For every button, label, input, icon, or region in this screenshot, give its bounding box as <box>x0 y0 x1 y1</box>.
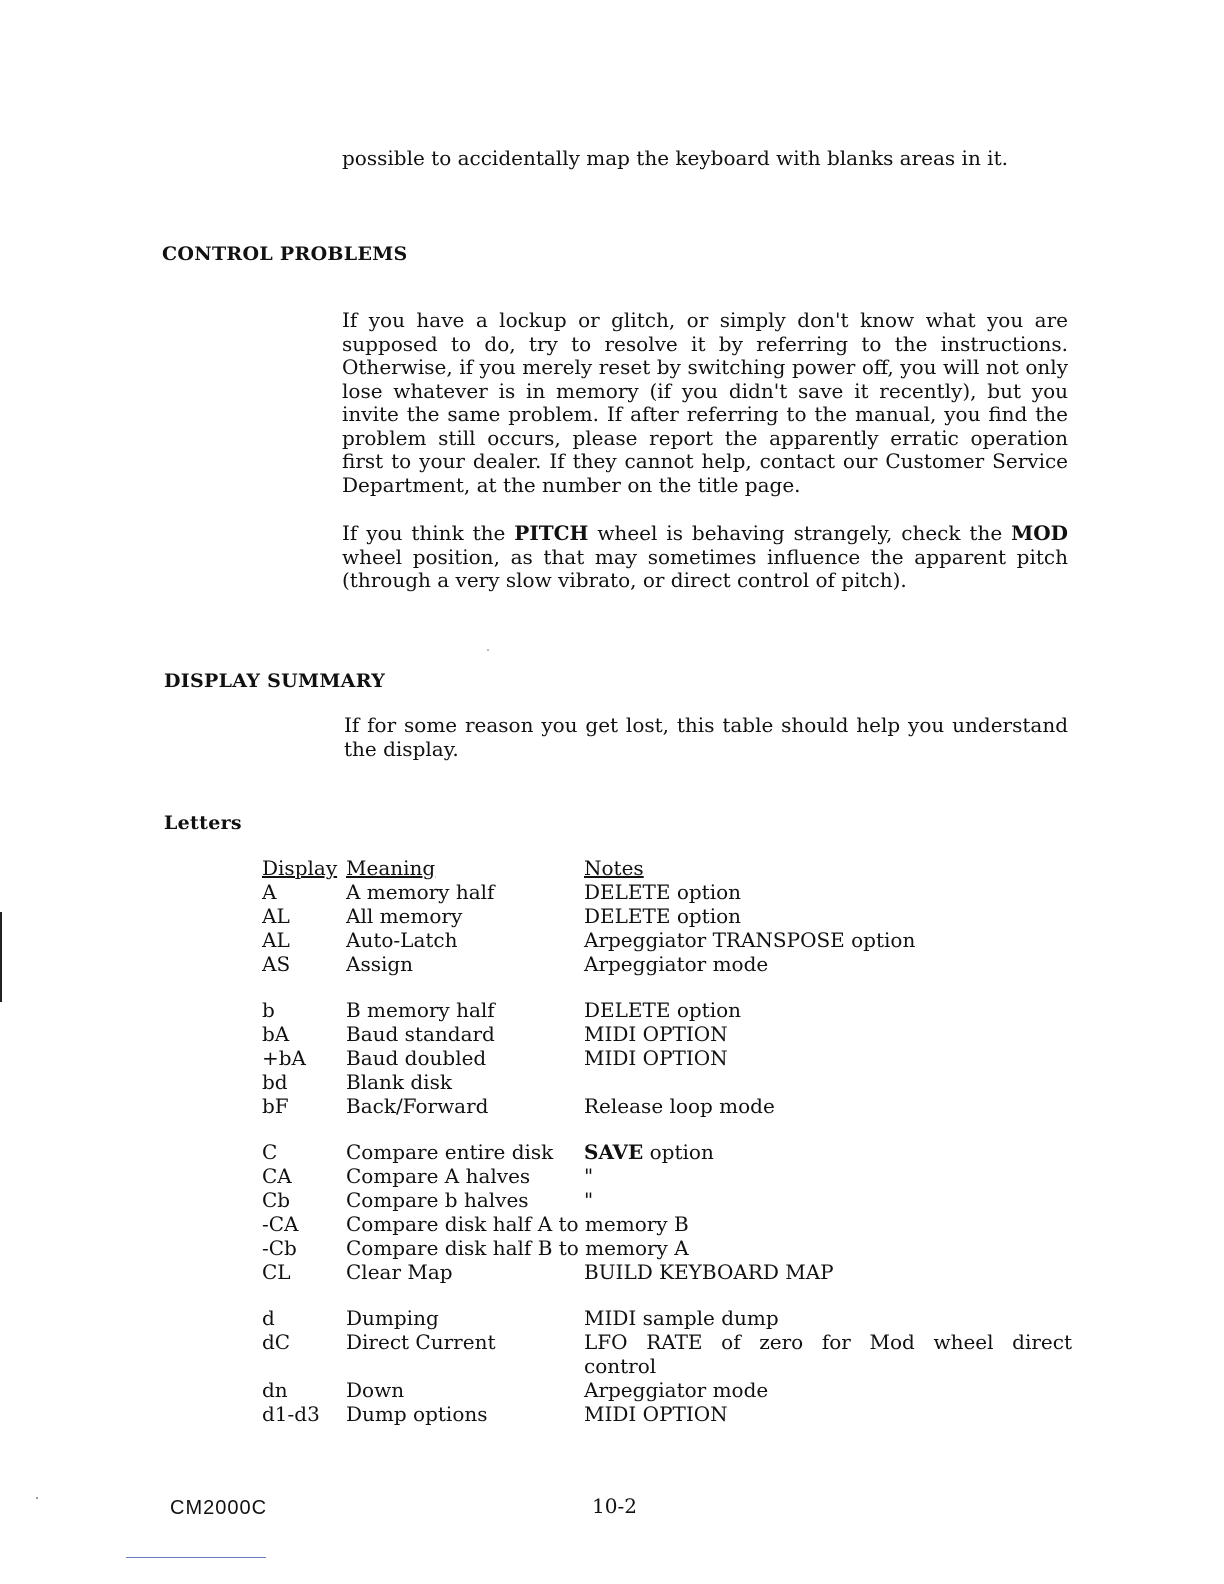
footer-model: CM2000C <box>170 1497 268 1519</box>
display-code: +bA <box>262 1046 307 1070</box>
meaning: B memory half <box>346 998 495 1022</box>
meaning: Compare b halves <box>346 1188 529 1212</box>
display-code: CL <box>262 1260 291 1284</box>
letters-table <box>262 856 1082 1436</box>
ditto-mark: " <box>584 1188 594 1212</box>
notes-line-1: LFO RATE of zero for Mod wheel direct <box>584 1330 1072 1354</box>
meaning: Baud standard <box>346 1022 495 1046</box>
display-code: Cb <box>262 1188 291 1212</box>
meaning: Auto-Latch <box>346 928 458 952</box>
notes: Arpeggiator mode <box>584 1378 769 1402</box>
para2-text-b: wheel is behaving strangely, check the <box>588 521 1012 545</box>
display-code: b <box>262 998 275 1022</box>
notes: DELETE option <box>584 880 742 904</box>
notes: Arpeggiator TRANSPOSE option <box>584 928 916 952</box>
display-code: A <box>262 880 277 904</box>
scan-edge-mark <box>0 912 2 1002</box>
meaning: Clear Map <box>346 1260 453 1284</box>
display-code: bA <box>262 1022 290 1046</box>
notes: Release loop mode <box>584 1094 775 1118</box>
meaning: Dumping <box>346 1306 439 1330</box>
display-code: AL <box>262 928 290 952</box>
bottom-rule <box>126 1557 266 1558</box>
display-summary-paragraph: If for some reason you get lost, this table should help you understand the display. <box>344 713 1068 761</box>
control-problems-heading: CONTROL PROBLEMS <box>162 243 408 265</box>
display-code: AL <box>262 904 290 928</box>
meaning: Direct Current <box>346 1330 496 1354</box>
notes: DELETE option <box>584 998 742 1022</box>
display-code: dn <box>262 1378 288 1402</box>
notes <box>584 1330 1072 1378</box>
control-problems-paragraph-1: If you have a lockup or glitch, or simply don't know what you are supposed to do, try to resolve it by referring to the instructions. Otherwise, if you merely reset by switching power off, you will not only lose whatever is in memory (if you didn't save it recently), but you invite the same problem. If after referring to the manual, you find the problem still occurs, please report the apparently erratic operation first to your dealer. If they cannot help, contact our Customer Service Department, at the number on the title page. <box>342 308 1068 497</box>
pitch-keyword: PITCH <box>514 521 589 545</box>
control-problems-paragraph-2 <box>342 522 1068 593</box>
display-code: d <box>262 1306 275 1330</box>
intro-line: possible to accidentally map the keyboard with blanks areas in it. <box>342 146 1008 170</box>
notes-line-2: control <box>584 1354 657 1378</box>
footer-page-number: 10-2 <box>592 1494 637 1518</box>
notes: MIDI sample dump <box>584 1306 779 1330</box>
column-header-notes: Notes <box>584 856 644 880</box>
display-code: -CA <box>262 1212 299 1236</box>
meaning: Compare entire disk <box>346 1140 554 1164</box>
scan-speck <box>487 649 489 651</box>
para2-text-c: wheel position, as that may sometimes influence the apparent pitch (through a very slow vibrato, or direct control of pitch). <box>342 544 1068 592</box>
notes: BUILD KEYBOARD MAP <box>584 1260 834 1284</box>
display-summary-heading: DISPLAY SUMMARY <box>164 670 386 692</box>
meaning: Blank disk <box>346 1070 452 1094</box>
notes: MIDI OPTION <box>584 1022 728 1046</box>
meaning: Assign <box>346 952 414 976</box>
notes: Arpeggiator mode <box>584 952 769 976</box>
display-code: CA <box>262 1164 292 1188</box>
meaning: Back/Forward <box>346 1094 489 1118</box>
notes: MIDI OPTION <box>584 1402 728 1426</box>
meaning: Compare A halves <box>346 1164 531 1188</box>
meaning: A memory half <box>346 880 495 904</box>
save-keyword: SAVE <box>584 1140 644 1164</box>
column-header-display: Display <box>262 856 338 880</box>
display-code: C <box>262 1140 278 1164</box>
display-code: bd <box>262 1070 288 1094</box>
display-code: d1-d3 <box>262 1402 320 1426</box>
meaning: Baud doubled <box>346 1046 487 1070</box>
display-code: -Cb <box>262 1236 297 1260</box>
notes-text: option <box>643 1140 714 1164</box>
mod-keyword: MOD <box>1011 521 1069 545</box>
scan-speck <box>36 1497 38 1499</box>
notes: MIDI OPTION <box>584 1046 728 1070</box>
display-code: bF <box>262 1094 289 1118</box>
notes: DELETE option <box>584 904 742 928</box>
para2-text-a: If you think the <box>342 521 515 545</box>
display-code: dC <box>262 1330 291 1354</box>
meaning: Down <box>346 1378 405 1402</box>
letters-heading: Letters <box>164 812 242 834</box>
ditto-mark: " <box>584 1164 594 1188</box>
display-code: AS <box>262 952 291 976</box>
notes <box>584 1140 714 1164</box>
meaning: Dump options <box>346 1402 488 1426</box>
meaning: All memory <box>346 904 463 928</box>
meaning: Compare disk half B to memory A <box>346 1236 689 1260</box>
column-header-meaning: Meaning <box>346 856 436 880</box>
meaning: Compare disk half A to memory B <box>346 1212 689 1236</box>
